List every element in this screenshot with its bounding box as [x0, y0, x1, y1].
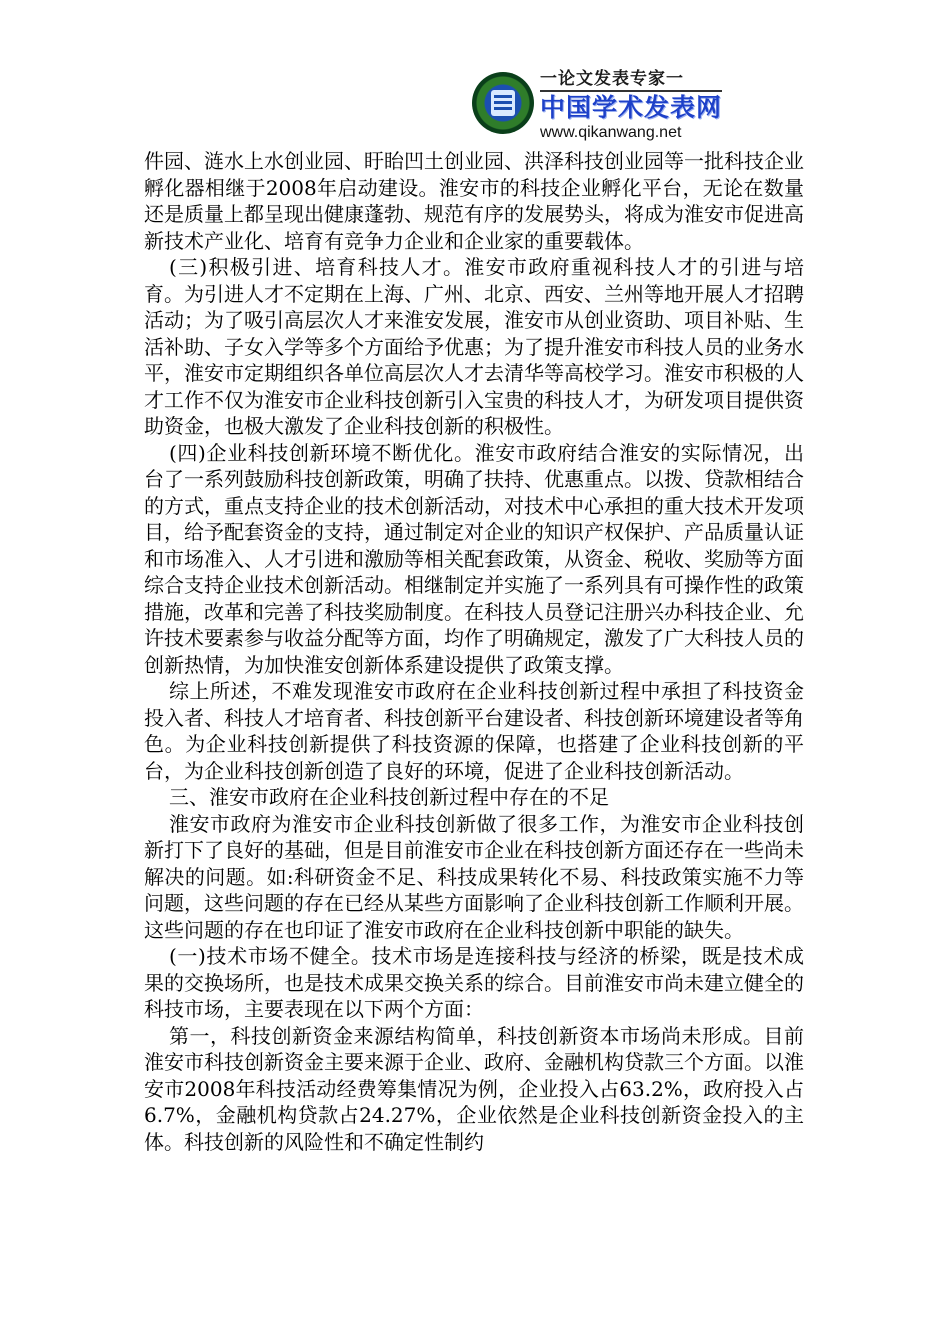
section-heading: 三、淮安市政府在企业科技创新过程中存在的不足 [169, 785, 609, 809]
academic-seal-logo-icon [472, 72, 534, 134]
paragraph: (三)积极引进、培育科技人才。淮安市政府重视科技人才的引进与培育。为引进人才不定期在上海、广州、北京、西安、兰州等地开展人才招聘活动；为了吸引高层次人才来淮安发展，淮安市从创业资助、项目补贴、生活补助、子女入学等多个方面给予优惠；为了提升淮安市科技人员的业务水平，淮安市定期组织各单位高层次人才去清华等高校学习。淮安市积极的人才工作不仅为淮安市企业科技创新引入宝贵的科技人才，为研发项目提供资助资金，也极大激发了企业科技创新的积极性。 [144, 255, 804, 438]
banner-tagline: 一论文发表专家一 [540, 68, 722, 92]
article-body [144, 148, 804, 1155]
paragraph: (四)企业科技创新环境不断优化。淮安市政府结合淮安的实际情况，出台了一系列鼓励科技创新政策，明确了扶持、优惠重点。以拨、贷款相结合的方式，重点支持企业的技术创新活动，对技术中心承担的重大技术开发项目，给予配套资金的支持，通过制定对企业的知识产权保护、产品质量认证和市场准入、人才引进和激励等相关配套政策，从资金、税收、奖励等方面综合支持企业技术创新活动。相继制定并实施了一系列具有可操作性的政策措施，改革和完善了科技奖励制度。在科技人员登记注册兴办科技企业、允许技术要素参与收益分配等方面，均作了明确规定，激发了广大科技人员的创新热情，为加快淮安创新体系建设提供了政策支撑。 [144, 440, 804, 677]
paragraph: 第一，科技创新资金来源结构简单，科技创新资本市场尚未形成。目前淮安市科技创新资金主要来源于企业、政府、金融机构贷款三个方面。以淮安市2008年科技活动经费筹集情况为例，企业投入占63.2%，政府投入占6.7%，金融机构贷款占24.27%，企业依然是企业科技创新资金投入的主体。科技创新的风险性和不确定性制约 [144, 1023, 804, 1154]
banner-url: www.qikanwang.net [540, 124, 682, 141]
paragraph: 淮安市政府为淮安市企业科技创新做了很多工作，为淮安市企业科技创新打下了良好的基础，但是目前淮安市企业在科技创新方面还存在一些尚未解决的问题。如:科研资金不足、科技成果转化不易、科技政策实施不力等问题，这些问题的存在已经从某些方面影响了企业科技创新工作顺利开展。这些问题的存在也印证了淮安市政府在企业科技创新中职能的缺失。 [144, 811, 804, 942]
paragraph: 综上所述，不难发现淮安市政府在企业科技创新过程中承担了科技资金投入者、科技人才培育者、科技创新平台建设者、科技创新环境建设者等角色。为企业科技创新提供了科技资源的保障，也搭建了企业科技创新的平台，为企业科技创新创造了良好的环境，促进了企业科技创新活动。 [144, 679, 804, 783]
paragraph: (一)技术市场不健全。技术市场是连接科技与经济的桥梁，既是技术成果的交换场所，也是技术成果交换关系的综合。目前淮安市尚未建立健全的科技市场，主要表现在以下两个方面： [144, 944, 804, 1021]
paragraph: 件园、涟水上水创业园、盱眙凹土创业园、洪泽科技创业园等一批科技企业孵化器相继于2008年启动建设。淮安市的科技企业孵化平台，无论在数量还是质量上都呈现出健康蓬勃、规范有序的发展势头，将成为淮安市促进高新技术产业化、培育有竞争力企业和企业家的重要载体。 [144, 149, 804, 253]
site-banner [472, 68, 723, 142]
banner-text-block [534, 68, 722, 142]
banner-site-name: 中国学术发表网 [540, 93, 723, 122]
